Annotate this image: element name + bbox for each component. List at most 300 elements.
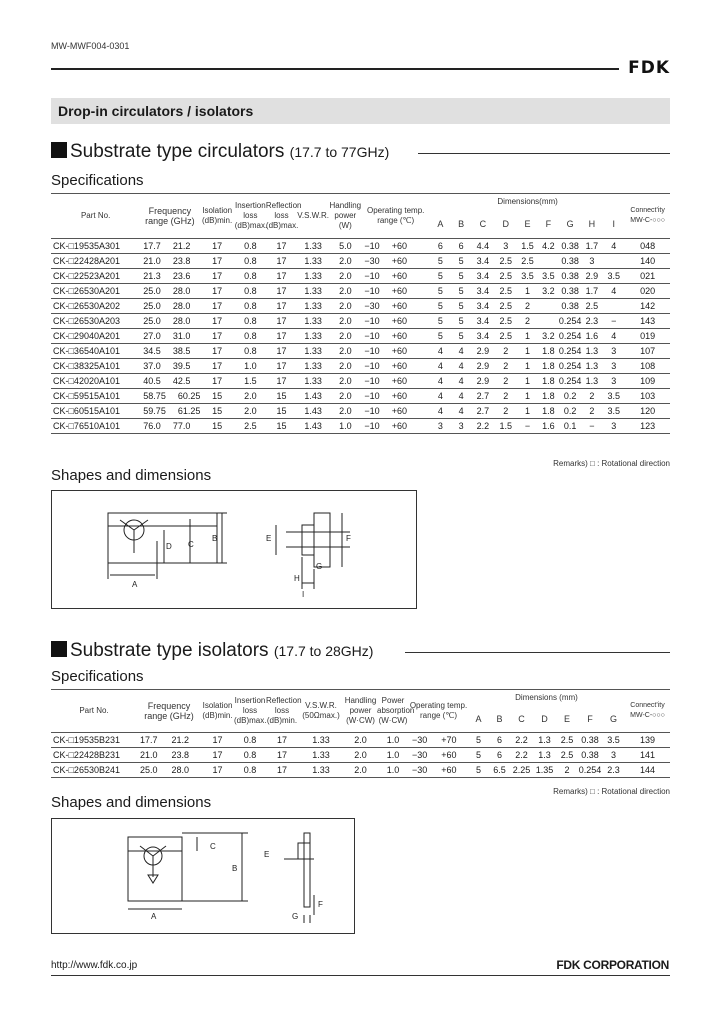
- cell-reflection: 15: [266, 418, 297, 433]
- cell-dim-a: 6: [430, 238, 451, 253]
- cell-connectivity: 019: [625, 328, 670, 343]
- circulators-spec-table: [51, 193, 670, 434]
- circulator-shape-drawing: [51, 490, 417, 609]
- cell-frequency: [140, 298, 199, 313]
- cell-vswr: 1.33: [297, 268, 329, 283]
- cell-power: 2.0: [329, 343, 361, 358]
- table-row: [51, 403, 670, 418]
- document-id: MW-MWF004-0301: [51, 41, 130, 51]
- cell-isolation: 17: [201, 762, 234, 777]
- cell-frequency-min: 21.0: [140, 749, 158, 760]
- cell-dim-g: 0.254: [559, 358, 582, 373]
- cell-frequency: [140, 313, 199, 328]
- cell-frequency-max: 31.0: [172, 330, 191, 341]
- col-temp: Operating temp. range (℃): [361, 194, 430, 239]
- cell-frequency-min: 25.0: [140, 764, 158, 775]
- isolators-remarks: Remarks) □ : Rotational direction: [553, 787, 670, 796]
- circulators-range: (17.7 to 77GHz): [289, 144, 390, 160]
- cell-dim-b: 5: [451, 328, 472, 343]
- cell-dim-e: 1: [517, 343, 538, 358]
- cell-dim-c: 2.7: [471, 403, 494, 418]
- cell-dim-i: 3: [602, 373, 625, 388]
- cell-connectivity: 139: [625, 732, 670, 747]
- cell-frequency-min: 25.0: [143, 300, 161, 311]
- cell-insertion: 2.0: [235, 403, 266, 418]
- cell-absorption: 1.0: [377, 747, 409, 762]
- cell-dim-h: −: [582, 418, 603, 433]
- dim-label-a: A: [151, 912, 157, 921]
- square-bullet-icon: [51, 641, 67, 657]
- cell-frequency-max: 23.8: [172, 255, 191, 266]
- table-row: [51, 373, 670, 388]
- cell-dim-f: 1.8: [538, 388, 559, 403]
- cell-dim-a: 5: [468, 732, 489, 747]
- cell-dim-h: 2.3: [582, 313, 603, 328]
- table-row: [51, 298, 670, 313]
- cell-temp-min: −30: [412, 749, 428, 760]
- col-power: Handling power (W·CW): [344, 690, 377, 733]
- cell-connectivity: 144: [625, 762, 670, 777]
- table-row: [51, 388, 670, 403]
- cell-reflection: 17: [266, 253, 297, 268]
- cell-dim-c: 2.2: [510, 747, 533, 762]
- cell-insertion: 0.8: [235, 343, 266, 358]
- cell-dim-h: 2.9: [582, 268, 603, 283]
- cell-temp: [361, 418, 430, 433]
- dim-label-b: B: [232, 864, 238, 873]
- cell-dim-b: 6: [489, 747, 510, 762]
- cell-connectivity: 140: [625, 253, 670, 268]
- cell-temp-min: −10: [364, 240, 380, 251]
- cell-frequency-min: 21.0: [143, 255, 161, 266]
- col-reflection: Reflection loss (dB)max.: [266, 194, 297, 239]
- cell-temp: [361, 328, 430, 343]
- circulators-title: Substrate type circulators: [70, 141, 285, 162]
- dim-col-d: D: [502, 218, 509, 229]
- table-row: [51, 358, 670, 373]
- col-part-no: Part No.: [51, 690, 137, 733]
- dim-col-c: C: [479, 218, 487, 229]
- cell-power: 2.0: [344, 747, 377, 762]
- cell-dim-c: 3.4: [471, 268, 494, 283]
- cell-isolation: 17: [201, 747, 234, 762]
- col-temp: Operating temp. range (℃): [409, 690, 468, 733]
- cell-power: 2.0: [329, 298, 361, 313]
- cell-dim-e: 1: [517, 283, 538, 298]
- cell-reflection: 15: [266, 403, 297, 418]
- cell-dim-g: 0.38: [559, 253, 582, 268]
- cell-dim-d: 2: [494, 358, 517, 373]
- cell-part-no: CK-□26530A203: [51, 313, 140, 328]
- cell-part-no: CK-□36540A101: [51, 343, 140, 358]
- dim-col-f: F: [587, 713, 593, 724]
- cell-dim-d: 3: [494, 238, 517, 253]
- cell-frequency: [140, 373, 199, 388]
- cell-frequency-max: 39.5: [172, 360, 191, 371]
- cell-vswr: 1.33: [297, 238, 329, 253]
- isolators-range: (17.7 to 28GHz): [273, 643, 374, 659]
- cell-connectivity: 021: [625, 268, 670, 283]
- dim-label-b: B: [212, 534, 218, 543]
- cell-dim-g: 0.38: [559, 283, 582, 298]
- cell-temp-max: +60: [441, 749, 457, 760]
- col-insertion: Insertion loss (dB)max.: [234, 690, 266, 733]
- cell-insertion: 0.8: [235, 298, 266, 313]
- col-isolation: Isolation (dB)min.: [199, 194, 234, 239]
- cell-dim-e: 2: [517, 298, 538, 313]
- cell-frequency-min: 17.7: [140, 734, 158, 745]
- cell-dim-b: 5: [451, 268, 472, 283]
- fdk-logo: FDK: [628, 58, 670, 78]
- cell-frequency: [140, 403, 199, 418]
- cell-dim-b: 5: [451, 283, 472, 298]
- cell-part-no: CK-□76510A101: [51, 418, 140, 433]
- cell-frequency-max: 23.6: [172, 270, 191, 281]
- cell-dim-f: 4.2: [538, 238, 559, 253]
- cell-dim-c: 2.2: [471, 418, 494, 433]
- cell-part-no: CK-□26530B241: [51, 762, 137, 777]
- cell-dim-d: 2.5: [494, 253, 517, 268]
- cell-connectivity: 141: [625, 747, 670, 762]
- cell-dim-b: 5: [451, 313, 472, 328]
- cell-temp-min: −30: [412, 764, 428, 775]
- cell-frequency-max: 21.2: [171, 734, 190, 745]
- cell-isolation: 17: [199, 253, 234, 268]
- cell-dim-c: 2.7: [471, 388, 494, 403]
- cell-frequency-min: 40.5: [143, 375, 161, 386]
- square-bullet-icon: [51, 142, 67, 158]
- cell-dim-g: 3.5: [602, 732, 625, 747]
- dim-col-g: G: [566, 218, 574, 229]
- cell-dim-a: 3: [430, 418, 451, 433]
- cell-vswr: 1.33: [297, 283, 329, 298]
- cell-power: 2.0: [329, 403, 361, 418]
- cell-power: 2.0: [329, 373, 361, 388]
- cell-part-no: CK-□59515A101: [51, 388, 140, 403]
- cell-dim-d: 2: [494, 388, 517, 403]
- cell-vswr: 1.33: [298, 762, 344, 777]
- cell-dim-h: 2.5: [582, 298, 603, 313]
- cell-dim-a: 4: [430, 358, 451, 373]
- cell-temp-min: −10: [364, 270, 380, 281]
- cell-frequency: [140, 343, 199, 358]
- cell-isolation: 17: [199, 358, 234, 373]
- cell-vswr: 1.33: [297, 358, 329, 373]
- cell-dim-g: 0.254: [559, 343, 582, 358]
- cell-part-no: CK-□22428A201: [51, 253, 140, 268]
- cell-temp: [409, 732, 468, 747]
- cell-insertion: 0.8: [235, 253, 266, 268]
- cell-frequency-min: 25.0: [143, 285, 161, 296]
- cell-temp: [361, 283, 430, 298]
- dim-col-g: G: [609, 713, 617, 724]
- cell-temp: [361, 388, 430, 403]
- heading-rule: [405, 652, 670, 653]
- table-row: [51, 268, 670, 283]
- cell-connectivity: 108: [625, 358, 670, 373]
- cell-frequency: [140, 253, 199, 268]
- table-row: [51, 283, 670, 298]
- circulator-diagram: [52, 491, 416, 608]
- cell-dim-e: 1: [517, 388, 538, 403]
- cell-dim-i: [602, 253, 625, 268]
- cell-dim-d: 1.5: [494, 418, 517, 433]
- cell-dim-i: 3: [602, 343, 625, 358]
- cell-dim-c: 2.9: [471, 358, 494, 373]
- cell-temp-max: +60: [391, 255, 407, 266]
- cell-dim-a: 5: [430, 298, 451, 313]
- cell-temp-max: +60: [391, 270, 407, 281]
- banner-title: Drop-in circulators / isolators: [58, 103, 254, 119]
- cell-dim-i: 3: [602, 358, 625, 373]
- cell-reflection: 17: [266, 747, 298, 762]
- cell-dim-c: 3.4: [471, 328, 494, 343]
- cell-temp-min: −10: [364, 315, 380, 326]
- cell-reflection: 17: [266, 328, 297, 343]
- cell-part-no: CK-□42020A101: [51, 373, 140, 388]
- cell-vswr: 1.43: [297, 388, 329, 403]
- col-dimensions: Dimensions (mm): [468, 690, 625, 707]
- cell-connectivity: 123: [625, 418, 670, 433]
- cell-frequency-max: 28.0: [172, 285, 191, 296]
- cell-dim-e: 2: [556, 762, 578, 777]
- cell-dim-a: 4: [430, 388, 451, 403]
- cell-isolation: 17: [199, 268, 234, 283]
- cell-dim-d: 2: [494, 343, 517, 358]
- cell-dim-a: 4: [430, 373, 451, 388]
- cell-temp: [409, 747, 468, 762]
- cell-dim-i: 3: [602, 418, 625, 433]
- cell-dim-f: 1.6: [538, 418, 559, 433]
- cell-frequency: [140, 238, 199, 253]
- isolators-title: Substrate type isolators: [70, 640, 269, 661]
- cell-power: 2.0: [329, 313, 361, 328]
- cell-temp-min: −10: [364, 375, 380, 386]
- dim-label-f: F: [346, 534, 351, 543]
- cell-dim-f: 1.8: [538, 358, 559, 373]
- isolators-heading: [51, 640, 373, 662]
- cell-frequency-max: 77.0: [172, 420, 191, 431]
- cell-dim-a: 5: [430, 328, 451, 343]
- cell-frequency-min: 17.7: [143, 240, 161, 251]
- cell-reflection: 17: [266, 283, 297, 298]
- cell-vswr: 1.43: [297, 418, 329, 433]
- cell-power: 2.0: [344, 762, 377, 777]
- cell-temp-min: −10: [364, 405, 380, 416]
- cell-insertion: 0.8: [235, 283, 266, 298]
- cell-insertion: 0.8: [234, 762, 266, 777]
- cell-dim-b: 4: [451, 358, 472, 373]
- cell-vswr: 1.33: [297, 373, 329, 388]
- cell-part-no: CK-□19535B231: [51, 732, 137, 747]
- dim-col-a: A: [475, 713, 482, 724]
- cell-frequency: [140, 358, 199, 373]
- cell-vswr: 1.33: [297, 298, 329, 313]
- cell-power: 2.0: [329, 388, 361, 403]
- footer-url[interactable]: http://www.fdk.co.jp: [51, 960, 138, 971]
- cell-dim-g: 0.254: [559, 328, 582, 343]
- cell-dim-i: [602, 298, 625, 313]
- dim-label-e: E: [264, 850, 270, 859]
- col-vswr: V.S.W.R. (50Ωmax.): [298, 690, 344, 733]
- cell-dim-f: 3.2: [538, 328, 559, 343]
- cell-isolation: 17: [201, 732, 234, 747]
- cell-dim-e: 1.5: [517, 238, 538, 253]
- col-connectivity: Connect'ity MW-C-○○○: [625, 690, 670, 733]
- cell-temp-min: −10: [364, 345, 380, 356]
- table-row: [51, 732, 670, 747]
- cell-dim-f: 0.38: [578, 747, 602, 762]
- cell-frequency-max: 42.5: [172, 375, 191, 386]
- cell-reflection: 17: [266, 313, 297, 328]
- cell-insertion: 0.8: [234, 732, 266, 747]
- cell-power: 2.0: [329, 283, 361, 298]
- cell-part-no: CK-□22523A201: [51, 268, 140, 283]
- col-vswr: V.S.W.R.: [297, 194, 329, 239]
- cell-power: 2.0: [329, 328, 361, 343]
- cell-dim-e: 1: [517, 403, 538, 418]
- cell-dim-g: 0.254: [559, 313, 582, 328]
- cell-insertion: 0.8: [235, 328, 266, 343]
- cell-insertion: 0.8: [235, 268, 266, 283]
- cell-dim-d: 2: [494, 403, 517, 418]
- cell-reflection: 17: [266, 343, 297, 358]
- col-absorption: Power absorption (W·CW): [377, 690, 409, 733]
- cell-part-no: CK-□26530A201: [51, 283, 140, 298]
- dim-label-g: G: [316, 562, 323, 571]
- cell-dim-h: 1.3: [582, 358, 603, 373]
- cell-dim-g: 2.3: [602, 762, 625, 777]
- cell-frequency-max: 61.25: [177, 405, 201, 416]
- cell-temp-max: +60: [391, 390, 407, 401]
- cell-power: 2.0: [329, 253, 361, 268]
- cell-dim-b: 6: [489, 732, 510, 747]
- cell-dim-c: 4.4: [471, 238, 494, 253]
- cell-insertion: 2.0: [235, 388, 266, 403]
- cell-frequency-max: 28.0: [172, 315, 191, 326]
- cell-dim-d: 2.5: [494, 328, 517, 343]
- cell-temp-min: −30: [412, 734, 428, 745]
- cell-insertion: 0.8: [235, 238, 266, 253]
- cell-connectivity: 109: [625, 373, 670, 388]
- cell-dim-h: 1.3: [582, 373, 603, 388]
- cell-temp-max: +60: [391, 375, 407, 386]
- cell-dim-c: 2.25: [510, 762, 533, 777]
- cell-absorption: 1.0: [377, 732, 409, 747]
- cell-part-no: CK-□19535A301: [51, 238, 140, 253]
- dim-col-d: D: [541, 713, 548, 724]
- cell-dim-c: 3.4: [471, 253, 494, 268]
- cell-frequency-min: 25.0: [143, 315, 161, 326]
- cell-absorption: 1.0: [377, 762, 409, 777]
- cell-dim-d: 2.5: [494, 268, 517, 283]
- isolators-spec-title: Specifications: [51, 668, 144, 685]
- cell-temp: [361, 298, 430, 313]
- cell-dim-g: 0.2: [559, 403, 582, 418]
- table-row: [51, 762, 670, 777]
- cell-dim-h: 1.7: [582, 283, 603, 298]
- cell-power: 5.0: [329, 238, 361, 253]
- cell-dim-a: 5: [468, 747, 489, 762]
- cell-connectivity: 142: [625, 298, 670, 313]
- cell-dim-d: 2.5: [494, 283, 517, 298]
- table-row: [51, 343, 670, 358]
- cell-temp: [361, 403, 430, 418]
- cell-frequency-max: 23.8: [171, 749, 190, 760]
- col-frequency: Frequency range (GHz): [140, 194, 199, 239]
- cell-vswr: 1.33: [297, 343, 329, 358]
- cell-dim-i: 3.5: [602, 388, 625, 403]
- cell-dim-h: 1.3: [582, 343, 603, 358]
- cell-isolation: 15: [199, 388, 234, 403]
- cell-temp: [361, 238, 430, 253]
- cell-vswr: 1.33: [297, 328, 329, 343]
- dim-label-e: E: [266, 534, 272, 543]
- cell-temp-max: +60: [391, 360, 407, 371]
- dim-label-i: I: [302, 590, 305, 599]
- dim-col-a: A: [437, 218, 444, 229]
- cell-isolation: 17: [199, 343, 234, 358]
- cell-dim-b: 4: [451, 403, 472, 418]
- cell-dim-b: 6.5: [489, 762, 510, 777]
- cell-temp-min: −30: [364, 300, 380, 311]
- cell-part-no: CK-□22428B231: [51, 747, 137, 762]
- cell-dim-e: 1: [517, 373, 538, 388]
- cell-dim-h: 2: [582, 403, 603, 418]
- cell-frequency-min: 34.5: [143, 345, 161, 356]
- dim-label-h: H: [294, 574, 300, 583]
- cell-dim-a: 5: [430, 313, 451, 328]
- table-row: [51, 747, 670, 762]
- cell-temp-max: +60: [441, 764, 457, 775]
- col-connectivity: Connect'ity MW-C-○○○: [625, 194, 670, 239]
- cell-frequency-min: 76.0: [143, 420, 161, 431]
- cell-dim-i: 3.5: [602, 403, 625, 418]
- cell-dim-f: [538, 253, 559, 268]
- col-dimensions: Dimensions(mm): [430, 194, 625, 211]
- isolator-shape-drawing: [51, 818, 355, 934]
- cell-dim-e: 2.5: [556, 747, 578, 762]
- cell-part-no: CK-□26530A202: [51, 298, 140, 313]
- cell-dim-d: 1.3: [533, 747, 556, 762]
- cell-frequency-min: 58.75: [143, 390, 166, 401]
- dim-col-b: B: [458, 218, 465, 229]
- cell-dim-d: 2: [494, 373, 517, 388]
- dim-label-f: F: [318, 900, 323, 909]
- cell-temp-min: −10: [364, 330, 380, 341]
- cell-dim-e: 2.5: [556, 732, 578, 747]
- cell-dim-g: 0.1: [559, 418, 582, 433]
- cell-temp-max: +70: [441, 734, 457, 745]
- col-frequency: Frequency range (GHz): [137, 690, 201, 733]
- cell-dim-i: −: [602, 313, 625, 328]
- cell-dim-h: 1.6: [582, 328, 603, 343]
- dim-col-b: B: [496, 713, 503, 724]
- cell-dim-b: 4: [451, 388, 472, 403]
- cell-temp: [361, 343, 430, 358]
- dim-col-i: I: [612, 218, 616, 229]
- cell-dim-h: 2: [582, 388, 603, 403]
- cell-dim-d: 1.35: [533, 762, 556, 777]
- dim-col-c: C: [518, 713, 525, 724]
- cell-temp-max: +60: [391, 240, 407, 251]
- cell-temp-max: +60: [391, 345, 407, 356]
- cell-dim-f: 3.2: [538, 283, 559, 298]
- cell-frequency-max: 28.0: [171, 764, 190, 775]
- cell-temp-max: +60: [391, 330, 407, 341]
- cell-temp-min: −30: [364, 255, 380, 266]
- cell-dim-e: 1: [517, 328, 538, 343]
